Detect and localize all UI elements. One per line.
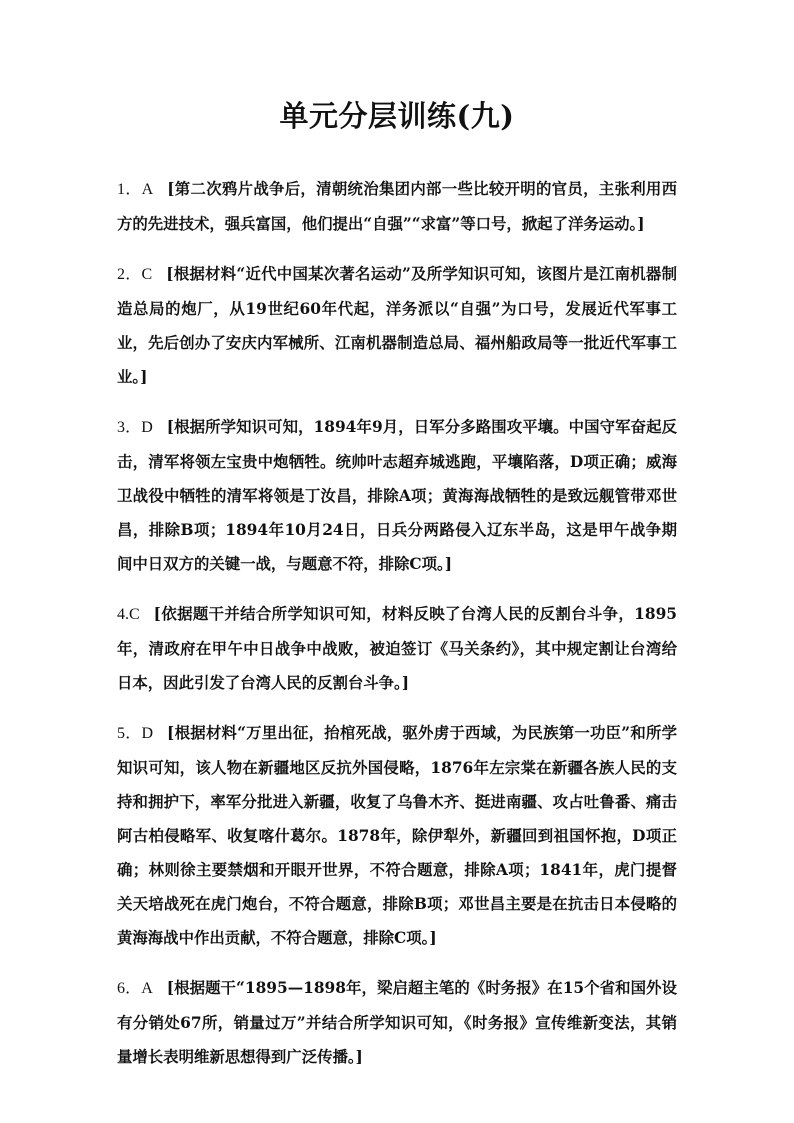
question-number: 4. [117, 606, 129, 623]
answer-choice: D [141, 419, 153, 436]
answer-explanation: [第二次鸦片战争后，清朝统治集团内部一些比较开明的官员，主张利用西方的先进技术，强兵富国，他们提出“自强”“求富”等口号，掀起了洋务运动。] [117, 180, 677, 233]
answer-explanation: [根据材料“近代中国某次著名运动”及所学知识可知，该图片是江南机器制造总局的炮厂，从19世纪60年代起，洋务派以“自强”为口号，发展近代军事工业，先后创办了安庆内军械所、江南机器制造总局、福州船政局等一批近代军事工业。] [117, 265, 677, 386]
question-number: 1． [117, 181, 142, 198]
answer-item-1 [117, 172, 677, 241]
page-title: 单元分层训练(九) [279, 99, 515, 133]
answer-explanation: [根据所学知识可知，1894年9月，日军分多路围攻平壤。中国守军奋起反击，清军将领左宝贵中炮牺牲。统帅叶志超弃城逃跑，平壤陷落，D项正确；威海卫战役中牺牲的清军将领是丁汝昌，排除A项；黄海海战牺牲的是致远舰管带邓世昌，排除B项；1894年10月24日，日兵分两路侵入辽东半岛，这是甲午战争期间中日双方的关键一战，与题意不符，排除C项。] [117, 418, 677, 573]
answer-choice: C [141, 266, 153, 283]
answer-item-4 [117, 597, 677, 700]
answer-item-2 [117, 257, 677, 394]
answer-choice: A [141, 181, 154, 198]
answer-choice: D [141, 725, 154, 742]
answer-item-3 [117, 410, 677, 581]
question-number: 3． [117, 419, 142, 436]
question-number: 6． [117, 980, 142, 997]
question-number: 2． [117, 266, 142, 283]
answer-item-6 [117, 971, 677, 1074]
answer-explanation: [依据题干并结合所学知识可知，材料反映了台湾人民的反割台斗争，1895年，清政府在甲午中日战争中战败，被迫签订《马关条约》，其中规定割让台湾给日本，因此引发了台湾人民的反割台斗争。] [117, 605, 677, 692]
answer-choice: A [141, 980, 153, 997]
answer-explanation: [根据题干“1895—1898年，梁启超主笔的《时务报》在15个省和国外设有分销处67所，销量过万”并结合所学知识可知，《时务报》宣传维新变法，其销量增长表明维新思想得到广泛传播。] [117, 979, 677, 1066]
answer-list [117, 172, 677, 1074]
answer-explanation: [根据材料“万里出征，抬棺死战，驱外虏于西域，为民族第一功臣”和所学知识可知，该人物在新疆地区反抗外国侵略，1876年左宗棠在新疆各族人民的支持和拥护下，率军分批进入新疆，收复了乌鲁木齐、挺进南疆、攻占吐鲁番、痛击阿古柏侵略军、收复喀什葛尔。1878年，除伊犁外，新疆回到祖国怀抱，D项正确；林则徐主要禁烟和开眼开世界，不符合题意，排除A项；1841年，虎门提督关天培战死在虎门炮台，不符合题意，排除B项；邓世昌主要是在抗击日本侵略的黄海海战中作出贡献，不符合题意，排除C项。] [117, 724, 677, 947]
question-number: 5． [117, 725, 142, 742]
answer-item-5 [117, 716, 677, 955]
answer-choice: C [129, 606, 140, 623]
